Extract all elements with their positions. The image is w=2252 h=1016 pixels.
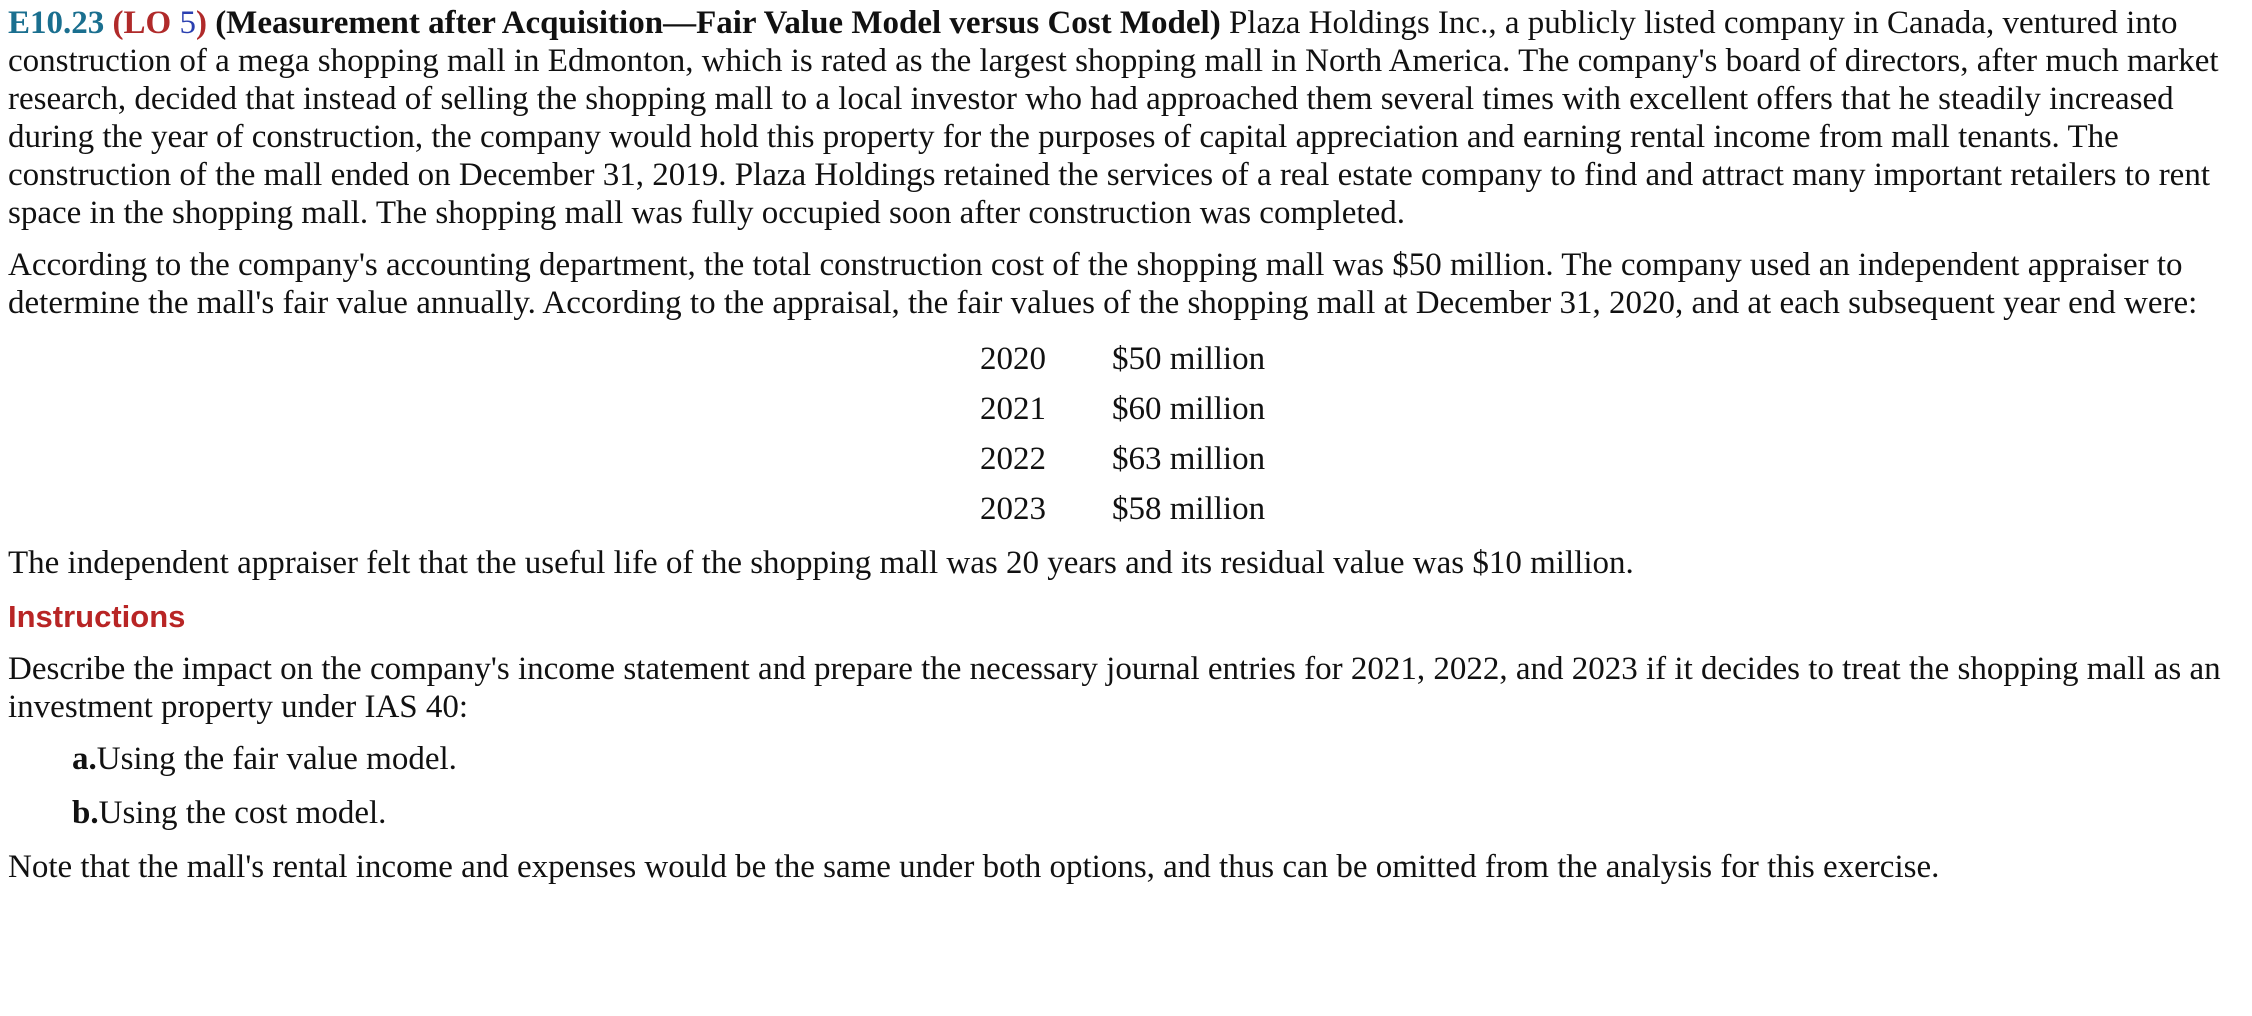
fair-value-table	[980, 340, 1265, 540]
lo-number: 5	[179, 5, 196, 41]
table-row	[980, 440, 1265, 490]
option-a	[8, 740, 2244, 778]
exercise-title: (Measurement after Acquisition—Fair Value Model versus Cost Model)	[206, 5, 1221, 41]
table-row	[980, 490, 1265, 540]
exercise-intro-paragraph	[8, 4, 2244, 232]
value-cell: $63 million	[1112, 441, 1266, 477]
year-cell: 2020	[980, 341, 1046, 377]
value-cell: $50 million	[1112, 341, 1266, 377]
value-cell: $60 million	[1112, 391, 1266, 427]
option-text: Using the cost model.	[98, 795, 387, 831]
table-row	[980, 390, 1265, 440]
year-cell: 2022	[980, 441, 1046, 477]
exercise-intro-text: Plaza Holdings Inc., a publicly listed company in Canada, ventured into construction of a mega shopping mall in Edmonton, which is rated as the largest shopping mall in North America. The company's board of directors, after much market research, decided that instead of selling the shopping mall to a local investor who had approached them several times with excellent offers that he steadily increased during the year of construction, the company would hold this property for the purposes of capital appreciation and earning rental income from mall tenants. The construction of the mall ended on December 31, 2019. Plaza Holdings retained the services of a real estate company to find and attract many important retailers to rent space in the shopping mall. The shopping mall was fully occupied soon after construction was completed.	[8, 5, 2219, 231]
year-cell: 2023	[980, 491, 1046, 527]
option-b	[8, 794, 2244, 832]
option-text: Using the fair value model.	[96, 741, 457, 777]
analysis-note: Note that the mall's rental income and expenses would be the same under both options, and thus can be omitted from the analysis for this exercise.	[8, 849, 1940, 885]
instructions-text: Describe the impact on the company's income statement and prepare the necessary journal entries for 2021, 2022, and 2023 if it decides to treat the shopping mall as an investment property under IAS 40:	[8, 651, 2221, 725]
learning-objective-ref	[113, 5, 207, 41]
lo-open: (LO	[112, 5, 180, 41]
table-row	[980, 340, 1265, 390]
appraiser-note: The independent appraiser felt that the useful life of the shopping mall was 20 years and its residual value was $10 million.	[8, 545, 1634, 581]
option-letter: b.	[72, 795, 99, 831]
lo-close: )	[195, 5, 207, 41]
construction-cost-paragraph: According to the company's accounting department, the total construction cost of the shopping mall was $50 million. The company used an independent appraiser to determine the mall's fair value annually. According to the appraisal, the fair values of the shopping mall at December 31, 2020, and at each subsequent year end were:	[8, 247, 2198, 321]
instructions-heading: Instructions	[8, 599, 186, 634]
value-cell: $58 million	[1112, 491, 1266, 527]
exercise-number: E10.23	[8, 5, 105, 41]
year-cell: 2021	[980, 391, 1046, 427]
option-letter: a.	[72, 741, 97, 777]
